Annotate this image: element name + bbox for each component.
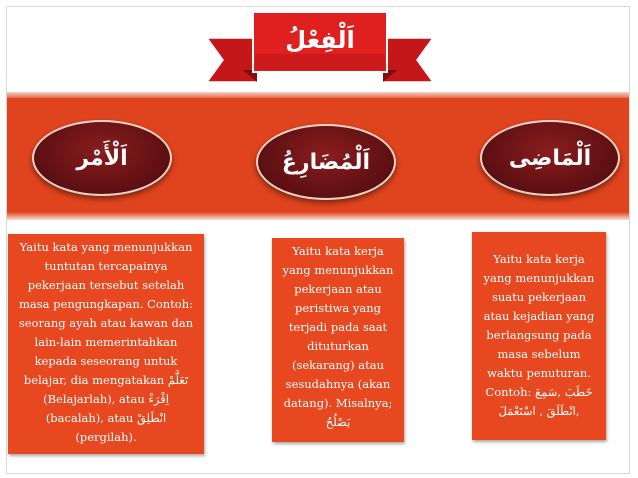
description-mudhari: Yaitu kata kerja yang menunjukkan pekerjaan atau peristiwa yang terjadi pada saat dituturkan (sekarang) atau sesudahnya (akan datang). Misalnya; يَصْلُحُ (272, 238, 404, 442)
oval-madhi: اَلْمَاضِى (480, 120, 620, 196)
oval-amr: اَلْأَمْر (32, 120, 172, 196)
description-amr: Yaitu kata yang menunjukkan tuntutan tercapainya pekerjaan tersebut setelah masa pengungkapan. Contoh: seorang ayah atau kawan dan lain-lain memerintahkan kepada seseorang untuk belajar, dia mengatakan تَعَلَّمْ (Belajarlah), atau اِقْرَءْ (bacalah), atau انْطَلِقْ (pergilah). (8, 234, 204, 454)
band-edge-bottom (7, 212, 629, 220)
oval-mudhari: اَلْمُضَارِعُ (256, 124, 396, 200)
diagram-title: اَلْفِعْلُ (285, 26, 355, 54)
description-madhi: Yaitu kata kerja yang menunjukkan suatu pekerjaan atau kejadian yang berlangsung pada masa sebelum waktu penuturan. Contoh: خَطَبَ ,سَمِعَ ,انْطَلَقَ , اسْتَعْمَلَ (472, 232, 606, 440)
